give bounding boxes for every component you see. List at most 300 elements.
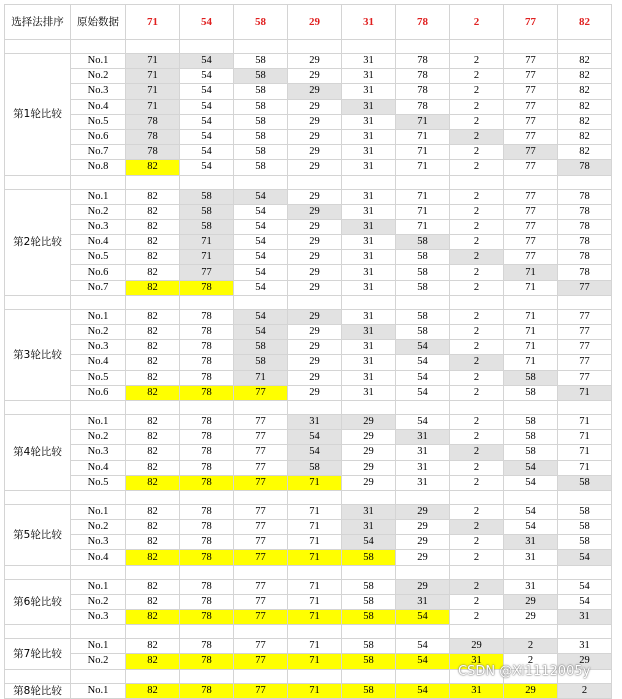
step-number: No.3 bbox=[71, 84, 126, 99]
spacer-cell bbox=[234, 40, 288, 54]
spacer-cell bbox=[342, 40, 396, 54]
value-cell: 82 bbox=[126, 235, 180, 250]
spacer-cell bbox=[180, 400, 234, 414]
value-cell: 82 bbox=[126, 550, 180, 565]
value-cell: 82 bbox=[558, 54, 612, 69]
value-cell: 29 bbox=[504, 594, 558, 609]
value-cell: 82 bbox=[126, 280, 180, 295]
value-cell: 31 bbox=[396, 430, 450, 445]
value-cell: 78 bbox=[180, 520, 234, 535]
table-row bbox=[5, 325, 612, 340]
value-cell: 2 bbox=[450, 69, 504, 84]
value-cell: 2 bbox=[450, 265, 504, 280]
spacer-cell bbox=[396, 669, 450, 683]
value-cell: 71 bbox=[288, 594, 342, 609]
value-cell: 78 bbox=[180, 355, 234, 370]
table-row bbox=[5, 340, 612, 355]
step-number: No.6 bbox=[71, 265, 126, 280]
value-cell: 77 bbox=[504, 84, 558, 99]
value-cell: 31 bbox=[342, 235, 396, 250]
spacer-cell bbox=[180, 625, 234, 639]
value-cell: 58 bbox=[342, 639, 396, 654]
value-cell: 29 bbox=[288, 189, 342, 204]
step-number: No.2 bbox=[71, 325, 126, 340]
value-cell: 29 bbox=[396, 504, 450, 519]
value-cell: 82 bbox=[558, 114, 612, 129]
value-cell: 78 bbox=[558, 160, 612, 175]
value-cell: 58 bbox=[396, 280, 450, 295]
spacer-cell bbox=[342, 669, 396, 683]
table-row bbox=[5, 129, 612, 144]
table-row bbox=[5, 414, 612, 429]
value-cell: 71 bbox=[558, 445, 612, 460]
value-cell: 77 bbox=[234, 445, 288, 460]
step-number: No.2 bbox=[71, 204, 126, 219]
value-cell: 78 bbox=[180, 683, 234, 698]
value-cell: 2 bbox=[450, 99, 504, 114]
spacer-cell bbox=[288, 625, 342, 639]
spacer-cell bbox=[558, 295, 612, 309]
table-row bbox=[5, 99, 612, 114]
spacer-cell bbox=[5, 175, 71, 189]
value-cell: 54 bbox=[288, 445, 342, 460]
spacer-cell bbox=[5, 295, 71, 309]
value-cell: 71 bbox=[396, 145, 450, 160]
value-cell: 54 bbox=[558, 579, 612, 594]
spacer-cell bbox=[126, 40, 180, 54]
value-cell: 31 bbox=[342, 99, 396, 114]
value-cell: 77 bbox=[504, 189, 558, 204]
value-cell: 82 bbox=[126, 445, 180, 460]
value-cell: 58 bbox=[396, 309, 450, 324]
value-cell: 31 bbox=[342, 219, 396, 234]
table-row bbox=[5, 460, 612, 475]
spacer-cell bbox=[342, 565, 396, 579]
table-row bbox=[5, 370, 612, 385]
value-cell: 29 bbox=[396, 550, 450, 565]
spacer-cell bbox=[558, 40, 612, 54]
table-row bbox=[5, 550, 612, 565]
spacer-cell bbox=[504, 565, 558, 579]
value-cell: 31 bbox=[396, 460, 450, 475]
value-cell: 77 bbox=[234, 414, 288, 429]
value-cell: 2 bbox=[450, 579, 504, 594]
value-cell: 29 bbox=[288, 250, 342, 265]
spacer-cell bbox=[5, 490, 71, 504]
value-cell: 77 bbox=[234, 520, 288, 535]
value-cell: 82 bbox=[126, 204, 180, 219]
selection-sort-table bbox=[4, 4, 612, 699]
value-cell: 29 bbox=[504, 683, 558, 698]
value-cell: 29 bbox=[288, 84, 342, 99]
value-cell: 77 bbox=[504, 99, 558, 114]
value-cell: 78 bbox=[396, 99, 450, 114]
spacer-cell bbox=[504, 295, 558, 309]
value-cell: 2 bbox=[450, 594, 504, 609]
value-cell: 29 bbox=[288, 160, 342, 175]
value-cell: 78 bbox=[180, 340, 234, 355]
table-row bbox=[5, 160, 612, 175]
value-cell: 29 bbox=[504, 610, 558, 625]
value-cell: 58 bbox=[180, 189, 234, 204]
value-cell: 31 bbox=[288, 414, 342, 429]
step-number: No.3 bbox=[71, 219, 126, 234]
value-cell: 71 bbox=[234, 370, 288, 385]
value-cell: 58 bbox=[342, 550, 396, 565]
value-cell: 71 bbox=[288, 683, 342, 698]
value-cell: 78 bbox=[180, 445, 234, 460]
value-cell: 77 bbox=[234, 430, 288, 445]
value-cell: 2 bbox=[450, 355, 504, 370]
step-number: No.2 bbox=[71, 69, 126, 84]
spacer-cell bbox=[558, 490, 612, 504]
value-cell: 71 bbox=[396, 129, 450, 144]
spacer-cell bbox=[396, 400, 450, 414]
spacer-cell bbox=[504, 490, 558, 504]
value-cell: 2 bbox=[450, 219, 504, 234]
spacer-cell bbox=[288, 669, 342, 683]
table-row bbox=[5, 54, 612, 69]
spacer-cell bbox=[396, 490, 450, 504]
value-cell: 2 bbox=[450, 445, 504, 460]
value-cell: 82 bbox=[126, 504, 180, 519]
spacer-cell bbox=[71, 295, 126, 309]
value-cell: 78 bbox=[126, 114, 180, 129]
step-number: No.4 bbox=[71, 460, 126, 475]
value-cell: 71 bbox=[558, 430, 612, 445]
value-cell: 82 bbox=[126, 189, 180, 204]
value-cell: 2 bbox=[450, 54, 504, 69]
value-cell: 82 bbox=[126, 265, 180, 280]
value-cell: 29 bbox=[288, 99, 342, 114]
value-cell: 54 bbox=[504, 475, 558, 490]
spacer-cell bbox=[71, 669, 126, 683]
value-cell: 31 bbox=[342, 325, 396, 340]
step-number: No.1 bbox=[71, 639, 126, 654]
value-cell: 58 bbox=[234, 114, 288, 129]
round-label: 第5轮比较 bbox=[5, 504, 71, 565]
table-row bbox=[5, 594, 612, 609]
value-cell: 54 bbox=[504, 504, 558, 519]
spacer-cell bbox=[5, 400, 71, 414]
value-cell: 78 bbox=[180, 610, 234, 625]
value-cell: 54 bbox=[234, 235, 288, 250]
value-cell: 78 bbox=[180, 504, 234, 519]
value-cell: 71 bbox=[396, 114, 450, 129]
value-cell: 82 bbox=[126, 370, 180, 385]
step-number: No.5 bbox=[71, 370, 126, 385]
value-cell: 82 bbox=[126, 250, 180, 265]
value-cell: 2 bbox=[450, 114, 504, 129]
spacer-cell bbox=[504, 40, 558, 54]
value-cell: 77 bbox=[504, 250, 558, 265]
spacer-cell bbox=[234, 565, 288, 579]
value-cell: 77 bbox=[558, 309, 612, 324]
step-number: No.3 bbox=[71, 535, 126, 550]
value-cell: 31 bbox=[342, 114, 396, 129]
value-cell: 58 bbox=[342, 654, 396, 669]
spacer-cell bbox=[234, 400, 288, 414]
value-cell: 78 bbox=[558, 265, 612, 280]
table-row bbox=[5, 355, 612, 370]
step-number: No.5 bbox=[71, 250, 126, 265]
step-number: No.3 bbox=[71, 610, 126, 625]
value-cell: 71 bbox=[288, 520, 342, 535]
spacer-cell bbox=[450, 565, 504, 579]
value-cell: 71 bbox=[504, 355, 558, 370]
value-cell: 77 bbox=[234, 654, 288, 669]
value-cell: 31 bbox=[396, 445, 450, 460]
header-value: 54 bbox=[180, 5, 234, 40]
value-cell: 54 bbox=[234, 265, 288, 280]
value-cell: 58 bbox=[396, 235, 450, 250]
spacer-row bbox=[5, 400, 612, 414]
value-cell: 58 bbox=[234, 54, 288, 69]
spacer-row bbox=[5, 40, 612, 54]
value-cell: 82 bbox=[126, 639, 180, 654]
spacer-cell bbox=[288, 565, 342, 579]
step-number: No.1 bbox=[71, 309, 126, 324]
table-row bbox=[5, 430, 612, 445]
spacer-cell bbox=[126, 625, 180, 639]
value-cell: 82 bbox=[126, 535, 180, 550]
value-cell: 29 bbox=[288, 340, 342, 355]
spacer-cell bbox=[71, 40, 126, 54]
value-cell: 58 bbox=[234, 160, 288, 175]
value-cell: 78 bbox=[558, 250, 612, 265]
value-cell: 78 bbox=[180, 430, 234, 445]
step-number: No.7 bbox=[71, 280, 126, 295]
value-cell: 82 bbox=[558, 84, 612, 99]
value-cell: 31 bbox=[342, 280, 396, 295]
value-cell: 71 bbox=[288, 654, 342, 669]
header-value: 2 bbox=[450, 5, 504, 40]
spacer-cell bbox=[234, 295, 288, 309]
value-cell: 82 bbox=[126, 683, 180, 698]
value-cell: 2 bbox=[450, 475, 504, 490]
value-cell: 77 bbox=[504, 145, 558, 160]
value-cell: 31 bbox=[342, 385, 396, 400]
table-row bbox=[5, 250, 612, 265]
value-cell: 29 bbox=[558, 654, 612, 669]
value-cell: 58 bbox=[504, 414, 558, 429]
table-row bbox=[5, 535, 612, 550]
value-cell: 31 bbox=[342, 69, 396, 84]
value-cell: 78 bbox=[180, 460, 234, 475]
value-cell: 31 bbox=[342, 340, 396, 355]
table-row bbox=[5, 385, 612, 400]
spacer-cell bbox=[234, 625, 288, 639]
value-cell: 77 bbox=[504, 235, 558, 250]
value-cell: 58 bbox=[180, 219, 234, 234]
value-cell: 2 bbox=[450, 280, 504, 295]
step-number: No.2 bbox=[71, 654, 126, 669]
value-cell: 77 bbox=[558, 370, 612, 385]
value-cell: 71 bbox=[504, 309, 558, 324]
value-cell: 2 bbox=[450, 460, 504, 475]
value-cell: 29 bbox=[288, 129, 342, 144]
value-cell: 2 bbox=[450, 309, 504, 324]
value-cell: 78 bbox=[180, 654, 234, 669]
value-cell: 31 bbox=[342, 370, 396, 385]
value-cell: 82 bbox=[126, 219, 180, 234]
step-number: No.5 bbox=[71, 475, 126, 490]
spacer-cell bbox=[126, 490, 180, 504]
spacer-cell bbox=[450, 400, 504, 414]
spacer-cell bbox=[288, 40, 342, 54]
spacer-cell bbox=[180, 175, 234, 189]
value-cell: 78 bbox=[126, 129, 180, 144]
value-cell: 54 bbox=[234, 325, 288, 340]
value-cell: 31 bbox=[342, 160, 396, 175]
value-cell: 82 bbox=[126, 594, 180, 609]
value-cell: 2 bbox=[450, 370, 504, 385]
value-cell: 78 bbox=[126, 145, 180, 160]
value-cell: 58 bbox=[234, 99, 288, 114]
value-cell: 71 bbox=[396, 204, 450, 219]
value-cell: 71 bbox=[180, 250, 234, 265]
step-number: No.1 bbox=[71, 54, 126, 69]
spacer-cell bbox=[288, 400, 342, 414]
step-number: No.8 bbox=[71, 160, 126, 175]
value-cell: 77 bbox=[504, 69, 558, 84]
spacer-cell bbox=[180, 40, 234, 54]
value-cell: 31 bbox=[342, 189, 396, 204]
value-cell: 54 bbox=[180, 114, 234, 129]
spacer-cell bbox=[504, 625, 558, 639]
spacer-cell bbox=[5, 625, 71, 639]
value-cell: 2 bbox=[450, 340, 504, 355]
round-label: 第1轮比较 bbox=[5, 54, 71, 176]
step-number: No.2 bbox=[71, 430, 126, 445]
round-label: 第8轮比较 bbox=[5, 683, 71, 698]
value-cell: 77 bbox=[180, 265, 234, 280]
value-cell: 77 bbox=[234, 535, 288, 550]
value-cell: 78 bbox=[180, 535, 234, 550]
value-cell: 82 bbox=[126, 340, 180, 355]
value-cell: 54 bbox=[396, 340, 450, 355]
value-cell: 78 bbox=[180, 280, 234, 295]
value-cell: 54 bbox=[180, 160, 234, 175]
value-cell: 31 bbox=[450, 683, 504, 698]
value-cell: 2 bbox=[450, 250, 504, 265]
value-cell: 58 bbox=[558, 475, 612, 490]
value-cell: 71 bbox=[126, 84, 180, 99]
value-cell: 2 bbox=[450, 129, 504, 144]
value-cell: 77 bbox=[558, 340, 612, 355]
value-cell: 54 bbox=[180, 84, 234, 99]
value-cell: 78 bbox=[180, 370, 234, 385]
value-cell: 71 bbox=[558, 460, 612, 475]
value-cell: 77 bbox=[504, 114, 558, 129]
value-cell: 71 bbox=[504, 265, 558, 280]
value-cell: 54 bbox=[396, 414, 450, 429]
value-cell: 71 bbox=[396, 189, 450, 204]
value-cell: 54 bbox=[234, 189, 288, 204]
value-cell: 54 bbox=[396, 639, 450, 654]
spacer-row bbox=[5, 625, 612, 639]
value-cell: 54 bbox=[396, 654, 450, 669]
value-cell: 82 bbox=[126, 520, 180, 535]
value-cell: 29 bbox=[288, 385, 342, 400]
value-cell: 58 bbox=[234, 84, 288, 99]
table-row bbox=[5, 475, 612, 490]
value-cell: 31 bbox=[342, 145, 396, 160]
value-cell: 54 bbox=[396, 385, 450, 400]
value-cell: 58 bbox=[558, 520, 612, 535]
spacer-cell bbox=[288, 175, 342, 189]
value-cell: 54 bbox=[180, 129, 234, 144]
value-cell: 31 bbox=[342, 54, 396, 69]
value-cell: 31 bbox=[396, 475, 450, 490]
value-cell: 58 bbox=[504, 385, 558, 400]
step-number: No.1 bbox=[71, 189, 126, 204]
value-cell: 71 bbox=[288, 639, 342, 654]
value-cell: 2 bbox=[450, 535, 504, 550]
value-cell: 71 bbox=[504, 280, 558, 295]
value-cell: 54 bbox=[180, 99, 234, 114]
spacer-cell bbox=[396, 625, 450, 639]
value-cell: 58 bbox=[234, 145, 288, 160]
value-cell: 71 bbox=[288, 535, 342, 550]
value-cell: 71 bbox=[504, 325, 558, 340]
value-cell: 29 bbox=[342, 445, 396, 460]
value-cell: 78 bbox=[180, 550, 234, 565]
round-label: 第6轮比较 bbox=[5, 579, 71, 625]
header-value: 71 bbox=[126, 5, 180, 40]
value-cell: 82 bbox=[126, 355, 180, 370]
value-cell: 58 bbox=[396, 265, 450, 280]
value-cell: 31 bbox=[558, 639, 612, 654]
step-number: No.6 bbox=[71, 385, 126, 400]
value-cell: 2 bbox=[558, 683, 612, 698]
value-cell: 77 bbox=[234, 579, 288, 594]
value-cell: 77 bbox=[504, 160, 558, 175]
spacer-cell bbox=[342, 625, 396, 639]
step-number: No.1 bbox=[71, 504, 126, 519]
value-cell: 2 bbox=[450, 504, 504, 519]
header-original-data: 原始数据 bbox=[71, 5, 126, 40]
value-cell: 78 bbox=[180, 325, 234, 340]
header-value: 58 bbox=[234, 5, 288, 40]
spacer-cell bbox=[5, 40, 71, 54]
value-cell: 78 bbox=[180, 309, 234, 324]
value-cell: 77 bbox=[234, 683, 288, 698]
value-cell: 31 bbox=[504, 579, 558, 594]
value-cell: 58 bbox=[396, 250, 450, 265]
value-cell: 2 bbox=[450, 430, 504, 445]
value-cell: 58 bbox=[234, 129, 288, 144]
value-cell: 77 bbox=[504, 219, 558, 234]
value-cell: 54 bbox=[558, 594, 612, 609]
step-number: No.4 bbox=[71, 550, 126, 565]
spacer-cell bbox=[71, 175, 126, 189]
value-cell: 29 bbox=[288, 325, 342, 340]
value-cell: 31 bbox=[450, 654, 504, 669]
value-cell: 58 bbox=[504, 430, 558, 445]
step-number: No.1 bbox=[71, 579, 126, 594]
value-cell: 58 bbox=[396, 325, 450, 340]
value-cell: 31 bbox=[396, 594, 450, 609]
table-row bbox=[5, 610, 612, 625]
value-cell: 58 bbox=[342, 610, 396, 625]
spacer-cell bbox=[504, 175, 558, 189]
round-label: 第4轮比较 bbox=[5, 414, 71, 490]
step-number: No.2 bbox=[71, 520, 126, 535]
table-row bbox=[5, 445, 612, 460]
spacer-cell bbox=[558, 400, 612, 414]
value-cell: 29 bbox=[288, 69, 342, 84]
